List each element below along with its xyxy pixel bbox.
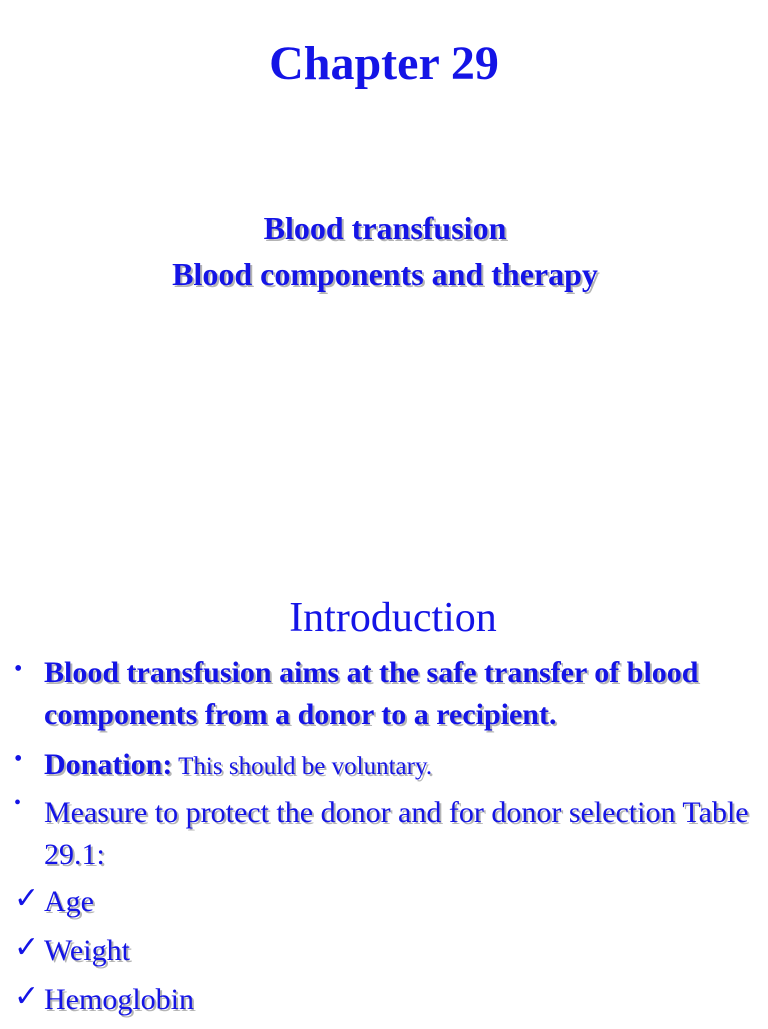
checklist-item: [0, 931, 768, 980]
check-icon: ✓: [14, 881, 40, 916]
checklist-label: Hemoglobin: [44, 983, 194, 1016]
subtitle-line-2: Blood components and therapy: [172, 256, 598, 292]
check-icon: ✓: [14, 979, 40, 1014]
checklist-label: Age: [44, 885, 94, 918]
checklist-label: Weight: [44, 934, 130, 967]
bullet-label: Donation:: [44, 748, 173, 781]
list-item: [0, 652, 768, 744]
bullet-icon: •: [14, 746, 23, 772]
section-heading: Introduction: [289, 595, 497, 641]
list-item: [0, 792, 768, 882]
intro-list: [0, 652, 768, 1029]
check-icon: ✓: [14, 930, 40, 965]
checklist-item: [0, 980, 768, 1029]
bullet-text: Blood transfusion aims at the safe transfer of blood components from a donor to a recipient.: [44, 656, 699, 731]
list-item: [0, 744, 768, 792]
bullet-text: This should be voluntary.: [172, 753, 433, 780]
bullet-text: Measure to protect the donor and for donor selection Table 29.1:: [44, 796, 749, 871]
bullet-icon: •: [14, 656, 23, 682]
subtitle-line-1: Blood transfusion: [263, 210, 507, 246]
page-title: Chapter 29: [269, 37, 499, 90]
checklist-item: [0, 882, 768, 931]
bullet-icon: •: [14, 792, 22, 814]
